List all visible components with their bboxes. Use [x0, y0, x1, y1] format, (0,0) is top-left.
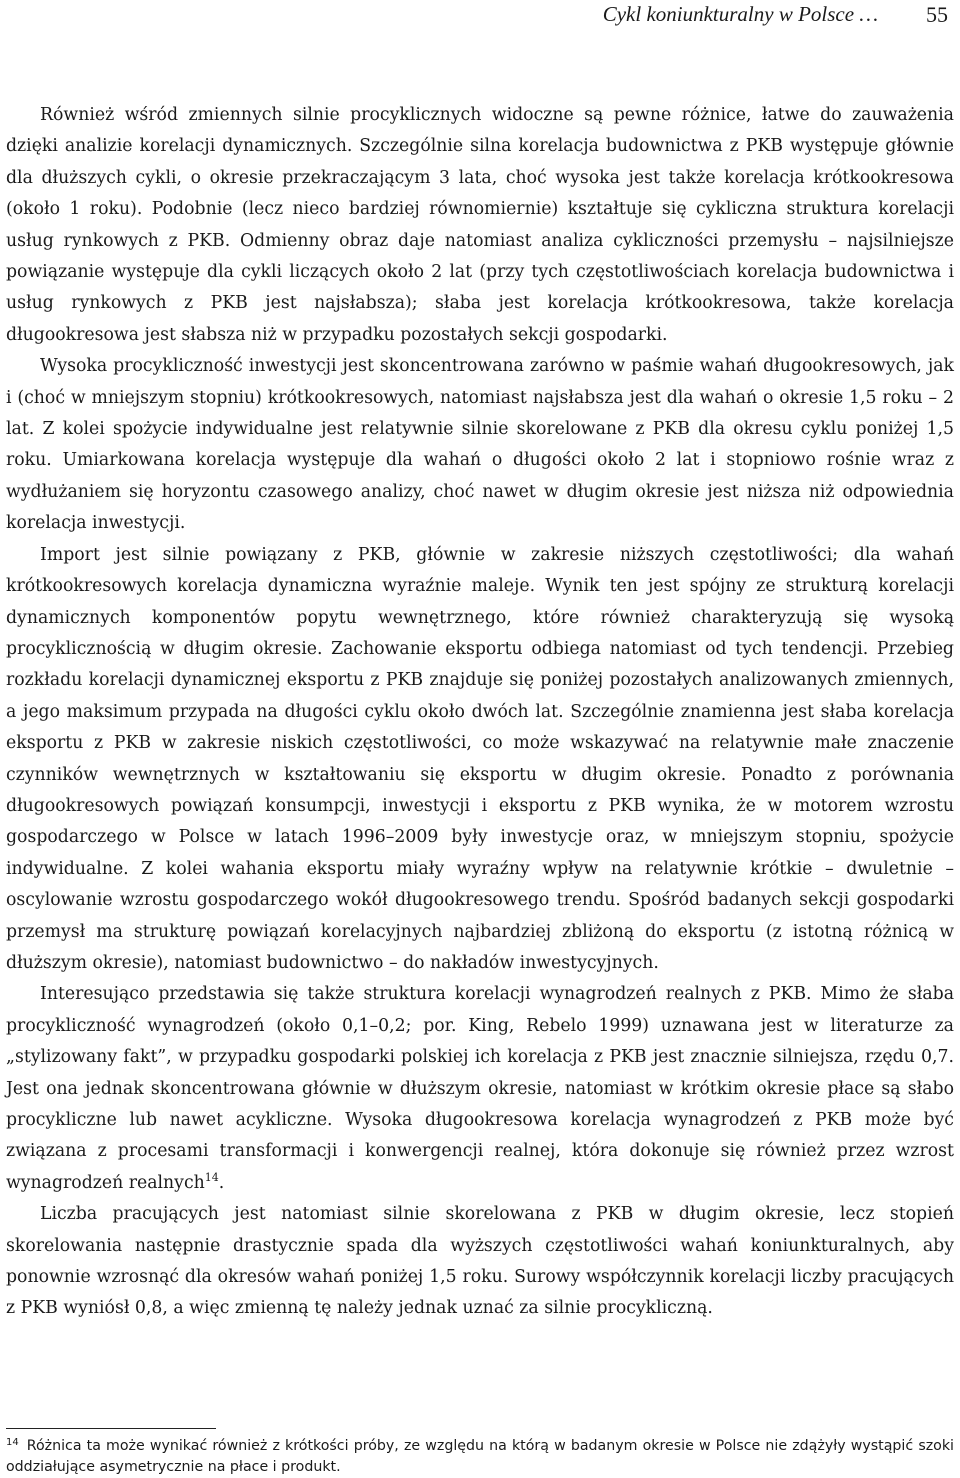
page-header: [0, 2, 954, 36]
paragraph-3: Import jest silnie powiązany z PKB, głównie w zakresie niższych częstotliwości; dla wahań krótkookresowych korelacja dynamiczna wyraźnie maleje. Wynik ten jest spójny ze strukturą korelacji dynamicznych komponentów popytu wewnętrznego, które również charakteryzują się wysoką procyklicznością w długim okresie. Zachowanie eksportu odbiega natomiast od tych tendencji. Przebieg rozkładu korelacji dynamicznej eksportu z PKB znajduje się poniżej pozostałych analizowanych zmiennych, a jego maksimum przypada na długości cyklu około dwóch lat. Szczególnie znamienna jest słaba korelacja eksportu z PKB w zakresie niskich częstotliwości, co może wskazywać na relatywnie małe znaczenie czynników wewnętrznych w kształtowaniu się eksportu w długim okresie. Ponadto z porównania długookresowych powiązań konsumpcji, inwestycji i eksportu z PKB wynika, że w motorem wzrostu gospodarczego w Polsce w latach 1996–2009 były inwestycje oraz, w mniejszym stopniu, spożycie indywidualne. Z kolei wahania eksportu miały wyraźny wpływ na relatywnie krótkie – dwuletnie – oscylowanie wzrostu gospodarczego wokół długookresowego trendu. Spośród badanych sekcji gospodarki przemysł ma strukturę powiązań korelacyjnych najbardziej zbliżoną do eksportu (z istotną różnicą w dłuższym okresie), natomiast budownictwo – do nakładów inwestycyjnych.: [6, 544, 954, 973]
paragraph-1: Również wśród zmiennych silnie procyklicznych widoczne są pewne różnice, łatwe do zauważenia dzięki analizie korelacji dynamicznych. Szczególnie silna korelacja budownictwa z PKB występuje głównie dla dłuższych cykli, o okresie przekraczającym 3 lata, choć wysoka jest także korelacja krótkookresowa (około 1 roku). Podobnie (lecz nieco bardziej równomiernie) kształtuje się cykliczna struktura korelacji usług rynkowych z PKB. Odmienny obraz daje natomiast analiza cykliczności przemysłu – najsilniejsze powiązanie występuje dla cykli liczących około 2 lat (przy tych częstotliwościach korelacja budownictwa i usług rynkowych z PKB jest najsłabsza); słaba jest korelacja krótkookresowa, także korelacja długookresowa jest słabsza niż w przypadku pozostałych sekcji gospodarki.: [6, 105, 954, 345]
page-number: 55: [926, 2, 948, 27]
footnote-text: Różnica ta może wynikać również z krótkości próby, ze względu na którą w badanym okresie w Polsce nie zdążyły wystąpić szoki oddziałujące asymetrycznie na płace i produkt.: [6, 1438, 954, 1475]
body-text: [6, 100, 954, 1325]
footnote-reference[interactable]: 14: [204, 1170, 219, 1184]
paragraph-2: Wysoka procykliczność inwestycji jest skoncentrowana zarówno w paśmie wahań długookresowych, jak i (choć w mniejszym stopniu) krótkookresowych, natomiast najsłabsza jest dla wahań o okresie 1,5 roku – 2 lat. Z kolei spożycie indywidualne jest relatywnie silnie skorelowane z PKB dla okresu cyklu poniżej 1,5 roku. Umiarkowana korelacja występuje dla wahań o długości około 2 lat i stopniowo rośnie wraz z wydłużaniem się horyzontu czasowego analizy, choć nawet w długim okresie jest niższa niż odpowiednia korelacja inwestycji.: [6, 356, 954, 534]
paragraph-5: Liczba pracujących jest natomiast silnie skorelowana z PKB w długim okresie, lecz stopień skorelowania następnie drastycznie spada dla wyższych częstotliwości wahań koniunkturalnych, aby ponownie wzrosnąć dla okresów wahań poniżej 1,5 roku. Surowy współczynnik korelacji liczby pracujących z PKB wyniósł 0,8, a więc zmienną tę należy jednak uznać za silnie procykliczną.: [6, 1204, 954, 1319]
paragraph-4: Interesująco przedstawia się także struktura korelacji wynagrodzeń realnych z PKB. Mimo że słaba procykliczność wynagrodzeń (około 0,1–0,2; por. King, Rebelo 1999) uznawana jest w literaturze za „stylizowany fakt”, w przypadku gospodarki polskiej ich korelacja z PKB jest znacznie silniejsza, rzędu 0,7. Jest ona jednak skoncentrowana głównie w dłuższym okresie, natomiast w krótkim okresie płace są słabo procykliczne lub nawet acykliczne. Wysoka długookresowa korelacja wynagrodzeń z PKB może być związana z procesami transformacji i konwergencji realnej, która dokonuje się również przez wzrost wynagrodzeń realnych$^{14}$.: [6, 984, 954, 1193]
footnote-divider: [6, 1428, 216, 1429]
paragraph-4-text: Interesująco przedstawia się także struktura korelacji wynagrodzeń realnych z PKB. Mimo że słaba procykliczność wynagrodzeń (około 0,1–0,2; por. King, Rebelo 1999) uznawana jest w literaturze za „stylizowany fakt”, w przypadku gospodarki polskiej ich korelacja z PKB jest znacznie silniejsza, rzędu 0,7. Jest ona jednak skoncentrowana głównie w dłuższym okresie, natomiast w krótkim okresie płace są słabo procykliczne lub nawet acykliczne. Wysoka długookresowa korelacja wynagrodzeń z PKB może być związana z procesami transformacji i konwergencji realnej, która dokonuje się również przez wzrost wynagrodzeń realnych: [6, 984, 954, 1193]
running-title: Cykl koniunkturalny w Polsce …: [602, 2, 878, 26]
footnote: [6, 1436, 954, 1478]
footnote-number: 14: [6, 1437, 19, 1448]
